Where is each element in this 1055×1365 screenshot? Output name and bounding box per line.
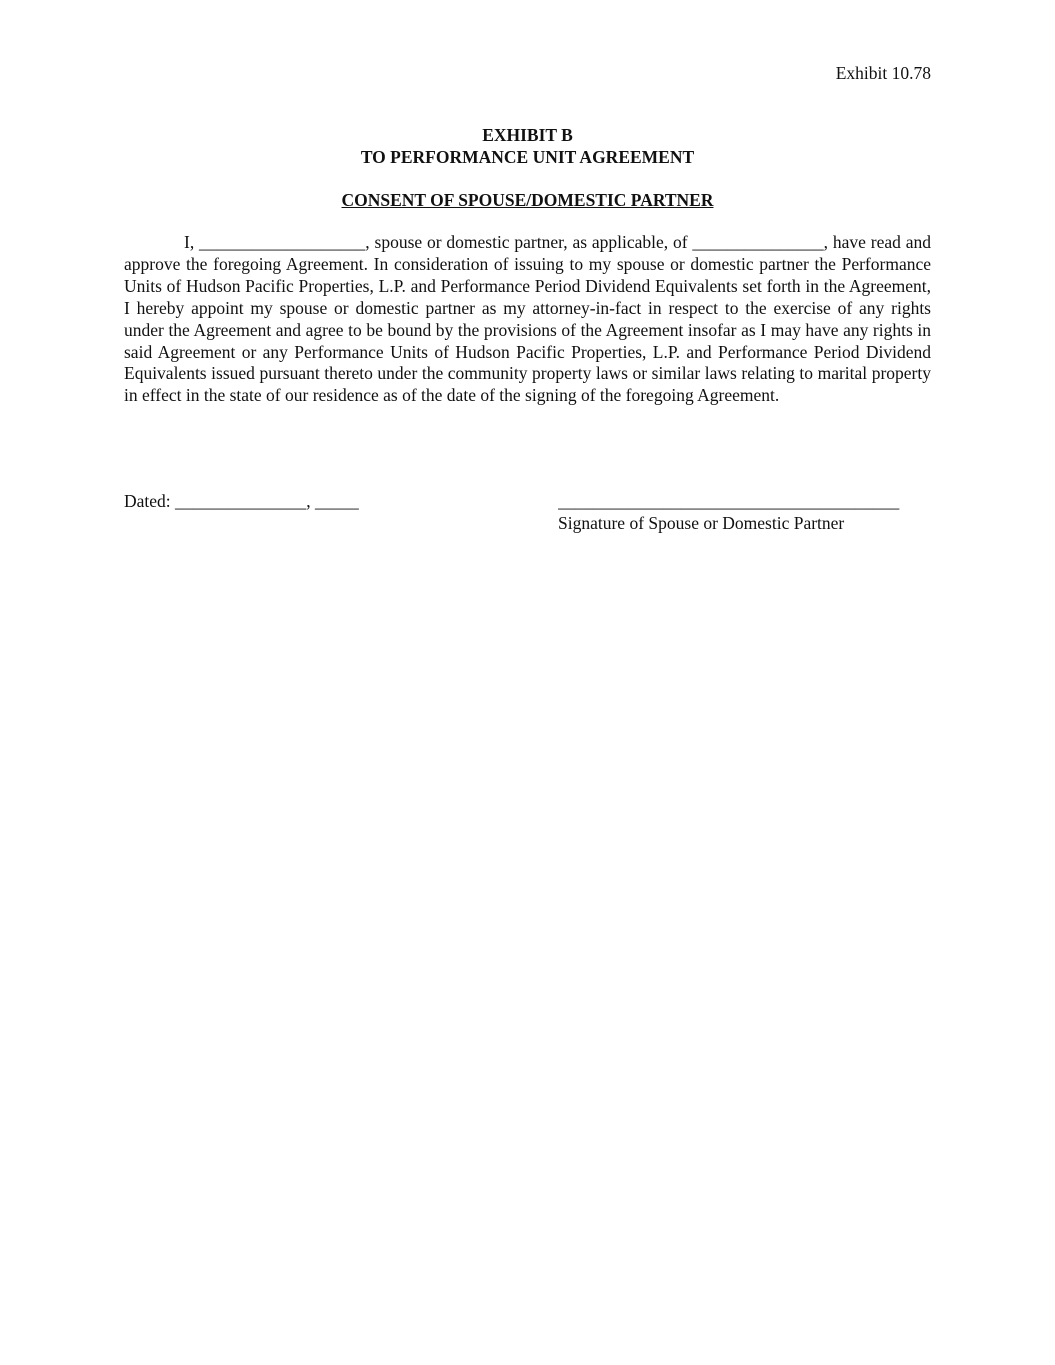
consent-heading — [124, 189, 931, 211]
consent-body-paragraph: I, ___________________, spouse or domestic partner, as applicable, of _______________, have read and approve the foregoing Agreement. In consideration of issuing to my spouse or domestic partner the Performance Units of Hudson Pacific Properties, L.P. and Performance Period Dividend Equivalents set forth in the Agreement, I hereby appoint my spouse or domestic partner as my attorney-in-fact in respect to the exercise of any rights under the Agreement and agree to be bound by the provisions of the Agreement insofar as I may have any rights in said Agreement or any Performance Units of Hudson Pacific Properties, L.P. and Performance Period Dividend Equivalents issued pursuant thereto under the community property laws or similar laws relating to marital property in effect in the state of our residence as of the date of the signing of the foregoing Agreement. — [124, 232, 931, 406]
title-block — [124, 124, 931, 168]
consent-heading-text: CONSENT OF SPOUSE/DOMESTIC PARTNER — [341, 190, 714, 210]
signature-caption: Signature of Spouse or Domestic Partner — [558, 513, 845, 533]
title-exhibit-b: EXHIBIT B — [482, 125, 573, 145]
exhibit-number: Exhibit 10.78 — [835, 63, 931, 83]
title-performance-unit-agreement: TO PERFORMANCE UNIT AGREEMENT — [360, 147, 695, 167]
dated-field-line: Dated: _______________, _____ — [124, 491, 359, 511]
signature-line: _______________________________________ — [558, 491, 900, 511]
